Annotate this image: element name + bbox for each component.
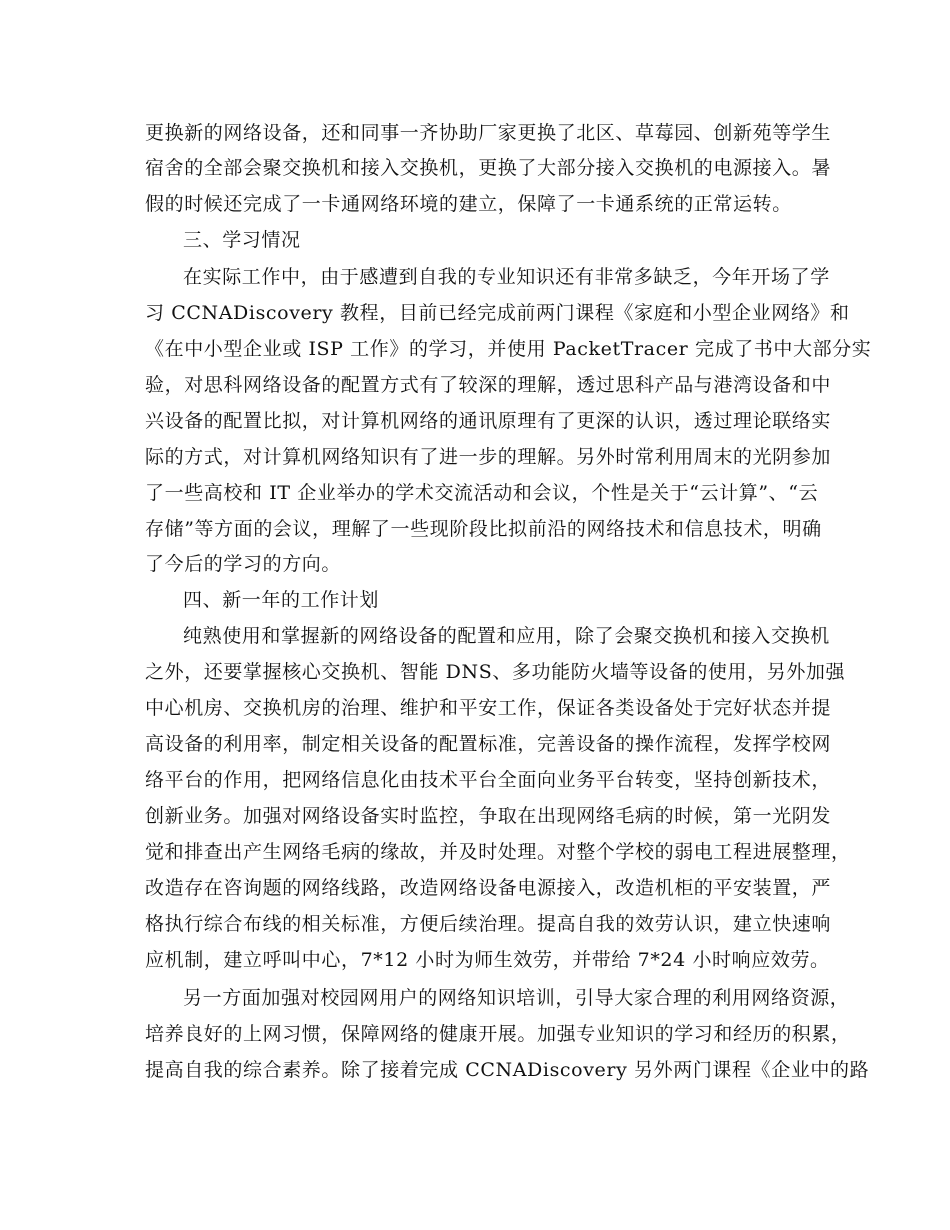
text-line: 更换新的网络设备，还和同事一齐协助厂家更换了北区、草莓园、创新苑等学生	[145, 122, 832, 144]
text-line: 纯熟使用和掌握新的网络设备的配置和应用，除了会聚交换机和接入交换机	[183, 625, 830, 647]
text-line: 宿舍的全部会聚交换机和接入交换机，更换了大部分接入交换机的电源接入。暑	[145, 157, 832, 179]
text-line: 之外，还要掌握核心交换机、智能 DNS、多功能防火墙等设备的使用，另外加强	[145, 661, 846, 683]
text-line: 觉和排查出产生网络毛病的缘故，并及时处理。对整个学校的弱电工程进展整理，	[145, 841, 851, 863]
section-heading: 四、新一年的工作计划	[183, 589, 380, 611]
text-line: 提高自我的综合素养。除了接着完成 CCNADiscovery 另外两门课程《企业中的路	[145, 1059, 870, 1081]
text-line: 了今后的学习的方向。	[145, 553, 342, 575]
text-line: 存储”等方面的会议，理解了一些现阶段比拟前沿的网络技术和信息技术，明确	[145, 518, 822, 540]
text-line: 格执行综合布线的相关标准，方便后续治理。提高自我的效劳认识，建立快速响	[145, 913, 832, 935]
text-line: 应机制，建立呼叫中心，7*12 小时为师生效劳，并带给 7*24 小时响应效劳。	[145, 949, 830, 971]
section-heading: 三、学习情况	[183, 229, 301, 251]
text-line: 络平台的作用，把网络信息化由技术平台全面向业务平台转变，坚持创新技术，	[145, 769, 832, 791]
text-line: 另一方面加强对校园网用户的网络知识培训，引导大家合理的利用网络资源，	[183, 987, 850, 1009]
text-line: 创新业务。加强对网络设备实时监控，争取在出现网络毛病的时候，第一光阴发	[145, 805, 832, 827]
text-line: 中心机房、交换机房的治理、维护和平安工作，保证各类设备处于完好状态并提	[145, 697, 832, 719]
text-line: 培养良好的上网习惯，保障网络的健康开展。加强专业知识的学习和经历的积累，	[145, 1023, 851, 1045]
text-line: 了一些高校和 IT 企业举办的学术交流活动和会议，个性是关于“云计算”、“云	[145, 482, 819, 504]
text-line: 验，对思科网络设备的配置方式有了较深的理解，透过思科产品与港湾设备和中	[145, 374, 832, 396]
text-line: 高设备的利用率，制定相关设备的配置标准，完善设备的操作流程，发挥学校网	[145, 733, 832, 755]
text-line: 《在中小型企业或 ISP 工作》的学习，并使用 PacketTracer 完成了书中大部分实	[145, 338, 872, 360]
text-line: 习 CCNADiscovery 教程，目前已经完成前两门课程《家庭和小型企业网络》和	[145, 302, 850, 324]
text-line: 改造存在咨询题的网络线路，改造网络设备电源接入，改造机柜的平安装置，严	[145, 877, 832, 899]
text-line: 际的方式，对计算机网络知识有了进一步的理解。另外时常利用周末的光阴参加	[145, 446, 832, 468]
text-line: 在实际工作中，由于感遭到自我的专业知识还有非常多缺乏，今年开场了学	[183, 266, 830, 288]
text-line: 假的时候还完成了一卡通网络环境的建立，保障了一卡通系统的正常运转。	[145, 193, 792, 215]
text-line: 兴设备的配置比拟，对计算机网络的通讯原理有了更深的认识，透过理论联络实	[145, 410, 832, 432]
